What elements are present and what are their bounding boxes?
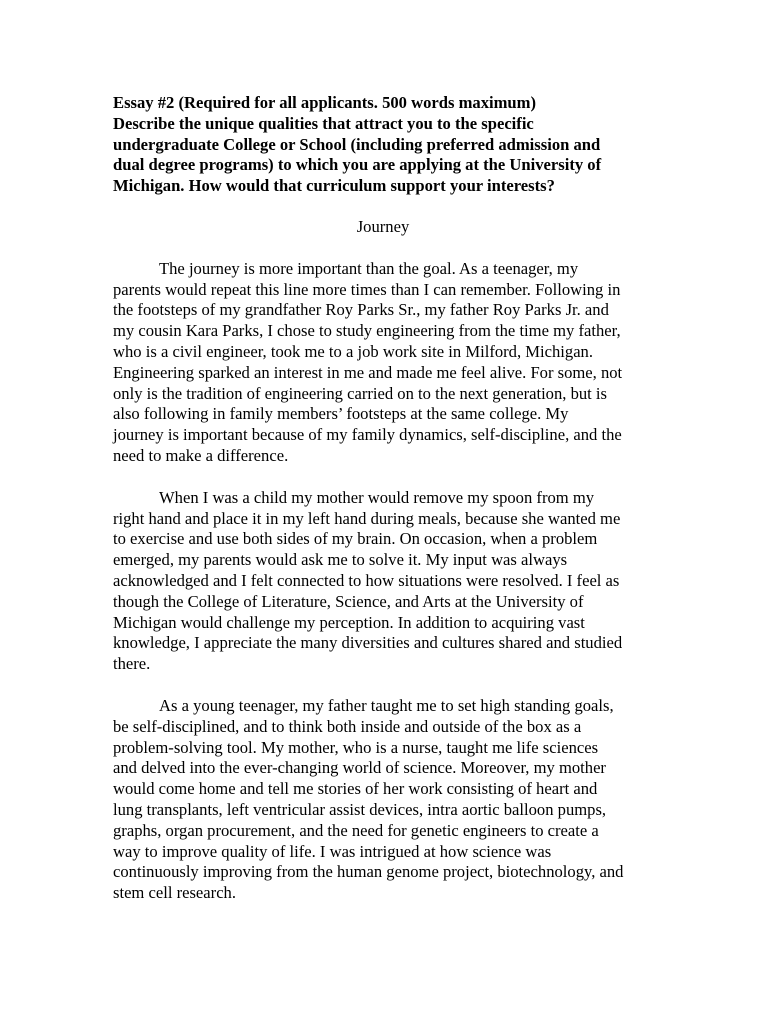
paragraph-1 <box>113 259 673 467</box>
paragraph-line: way to improve quality of life. I was intrigued at how science was <box>113 841 552 861</box>
paragraph-line: though the College of Literature, Science, and Arts at the University of <box>113 591 584 611</box>
prompt-line: undergraduate College or School (including preferred admission and <box>113 134 601 154</box>
paragraph-line: parents would repeat this line more times than I can remember. Following in <box>113 279 621 299</box>
paragraph-line: stem cell research. <box>113 883 237 903</box>
prompt-line: Michigan. How would that curriculum support your interests? <box>113 176 555 196</box>
essay-prompt <box>113 93 673 197</box>
document-content <box>113 93 673 904</box>
paragraph-2 <box>113 488 673 675</box>
paragraph-line: need to make a difference. <box>113 445 289 465</box>
paragraph-line: knowledge, I appreciate the many diversities and cultures shared and studied <box>113 633 623 653</box>
paragraph-line: my cousin Kara Parks, I chose to study engineering from the time my father, <box>113 321 621 341</box>
paragraph-line: acknowledged and I felt connected to how situations were resolved. I feel as <box>113 570 620 590</box>
paragraph-line: who is a civil engineer, took me to a job work site in Milford, Michigan. <box>113 341 594 361</box>
paragraph-line: emerged, my parents would ask me to solve it. My input was always <box>113 550 568 570</box>
paragraph-line: also following in family members’ footsteps at the same college. My <box>113 404 569 424</box>
paragraph-line: graphs, organ procurement, and the need for genetic engineers to create a <box>113 820 599 840</box>
paragraph-line: right hand and place it in my left hand during meals, because she wanted me <box>113 508 621 528</box>
paragraph-line: be self-disciplined, and to think both inside and outside of the box as a <box>113 716 582 736</box>
paragraph-line: The journey is more important than the goal. As a teenager, my <box>159 258 579 278</box>
essay-title: Journey <box>356 216 410 236</box>
prompt-line: Essay #2 (Required for all applicants. 500 words maximum) <box>113 93 537 112</box>
paragraph-line: the footsteps of my grandfather Roy Parks Sr., my father Roy Parks Jr. and <box>113 300 609 320</box>
paragraph-3 <box>113 696 673 904</box>
paragraph-line: would come home and tell me stories of her work consisting of heart and <box>113 779 598 799</box>
paragraph-line: problem-solving tool. My mother, who is a nurse, taught me life sciences <box>113 737 599 757</box>
paragraph-line: lung transplants, left ventricular assist devices, intra aortic balloon pumps, <box>113 799 607 819</box>
paragraph-line: and delved into the ever-changing world of science. Moreover, my mother <box>113 758 606 778</box>
paragraph-line: there. <box>113 654 151 674</box>
paragraph-line: continuously improving from the human genome project, biotechnology, and <box>113 862 624 882</box>
paragraph-line: When I was a child my mother would remove my spoon from my <box>159 487 595 507</box>
paragraph-line: only is the tradition of engineering carried on to the next generation, but is <box>113 383 607 403</box>
prompt-line: Describe the unique qualities that attract you to the specific <box>113 113 534 133</box>
paragraph-line: to exercise and use both sides of my brain. On occasion, when a problem <box>113 529 598 549</box>
paragraph-line: Michigan would challenge my perception. In addition to acquiring vast <box>113 612 585 632</box>
paragraph-line: As a young teenager, my father taught me to set high standing goals, <box>159 695 614 715</box>
prompt-line: dual degree programs) to which you are applying at the University of <box>113 155 602 175</box>
paragraph-line: Engineering sparked an interest in me and made me feel alive. For some, not <box>113 362 623 382</box>
paragraph-line: journey is important because of my family dynamics, self-discipline, and the <box>113 425 622 445</box>
